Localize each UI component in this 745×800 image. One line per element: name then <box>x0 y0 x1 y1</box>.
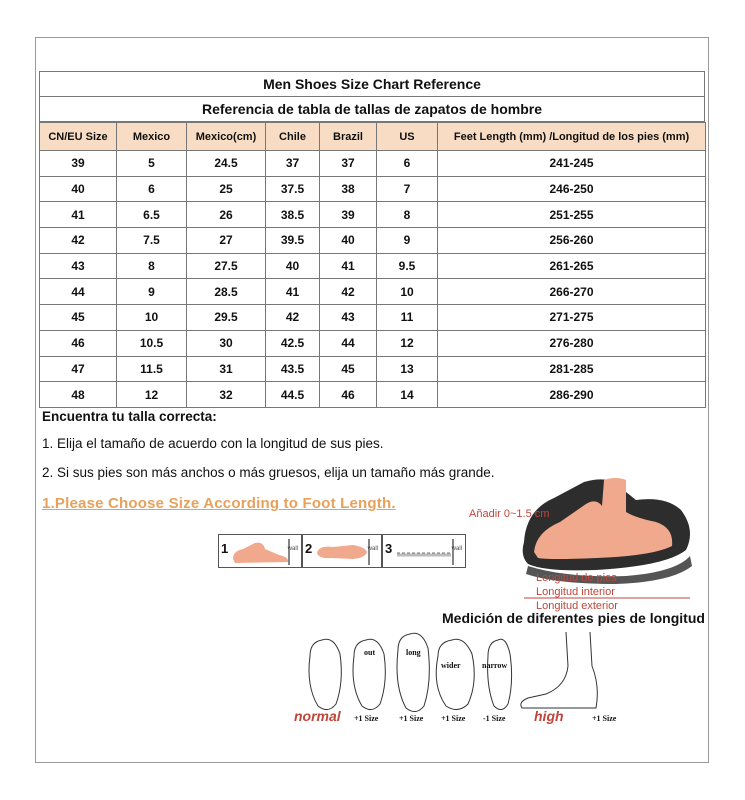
table-cell: 9 <box>117 279 187 305</box>
col-header-mexico: Mexico <box>117 123 187 151</box>
table-cell: 241-245 <box>438 151 706 177</box>
table-cell: 47 <box>40 356 117 382</box>
measure-step-1 <box>218 534 302 568</box>
table-cell: 8 <box>377 202 438 228</box>
col-header-mexico-cm: Mexico(cm) <box>187 123 266 151</box>
table-cell: 40 <box>266 253 320 279</box>
shoe-foot-length-label: Longitud de pies <box>536 572 617 584</box>
instruction-english: 1.Please Choose Size According to Foot Length. <box>42 495 396 512</box>
chart-title-spanish: Referencia de tabla de tallas de zapatos de hombre <box>39 96 705 122</box>
table-cell: 6 <box>117 176 187 202</box>
table-cell: 29.5 <box>187 305 266 331</box>
table-cell: 42 <box>40 228 117 254</box>
foot-narrow-outline <box>488 639 512 709</box>
size-chart-frame <box>35 37 709 763</box>
shoe-inner-length-label: Longitud interior <box>536 586 615 598</box>
instructions-heading: Encuentra tu talla correcta: <box>42 409 217 424</box>
table-cell: 40 <box>320 228 377 254</box>
table-cell: 11.5 <box>117 356 187 382</box>
table-cell: 6 <box>377 151 438 177</box>
table-cell: 46 <box>40 330 117 356</box>
foot-caption-long-size: +1 Size <box>399 714 424 723</box>
table-cell: 246-250 <box>438 176 706 202</box>
size-table <box>39 122 706 408</box>
shoe-outer-length-label: Longitud exterior <box>536 600 618 612</box>
table-cell: 42 <box>266 305 320 331</box>
table-cell: 251-255 <box>438 202 706 228</box>
foot-label-wider: wider <box>441 661 461 670</box>
table-cell: 271-275 <box>438 305 706 331</box>
ruler-icon <box>383 535 467 569</box>
table-cell: 10.5 <box>117 330 187 356</box>
table-cell: 30 <box>187 330 266 356</box>
table-cell: 48 <box>40 382 117 408</box>
table-row <box>40 279 706 305</box>
col-header-brazil: Brazil <box>320 123 377 151</box>
table-row <box>40 253 706 279</box>
table-cell: 32 <box>187 382 266 408</box>
table-cell: 12 <box>117 382 187 408</box>
table-cell: 8 <box>117 253 187 279</box>
table-cell: 39 <box>320 202 377 228</box>
step-number: 1 <box>221 541 229 556</box>
feet-measurement-title: Medición de diferentes pies de longitud <box>442 610 705 626</box>
table-cell: 37 <box>320 151 377 177</box>
table-cell: 40 <box>40 176 117 202</box>
table-cell: 286-290 <box>438 382 706 408</box>
table-row <box>40 305 706 331</box>
table-row <box>40 382 706 408</box>
table-cell: 42 <box>320 279 377 305</box>
foot-high-outline <box>521 632 597 708</box>
foot-caption-normal: normal <box>294 708 341 724</box>
table-cell: 26 <box>187 202 266 228</box>
table-header-row <box>40 123 706 151</box>
table-cell: 261-265 <box>438 253 706 279</box>
foot-caption-high-size: +1 Size <box>592 714 617 723</box>
table-cell: 9 <box>377 228 438 254</box>
table-cell: 37 <box>266 151 320 177</box>
table-cell: 45 <box>320 356 377 382</box>
foot-wider-outline <box>436 639 474 709</box>
wall-label: wall <box>287 546 298 552</box>
instruction-step-2: 2. Si sus pies son más anchos o más gruesos, elija un tamaño más grande. <box>42 465 495 480</box>
foot-top-icon <box>303 535 383 569</box>
table-cell: 39 <box>40 151 117 177</box>
wall-label: wall <box>367 546 378 552</box>
col-header-us: US <box>377 123 438 151</box>
table-row <box>40 176 706 202</box>
table-cell: 44 <box>40 279 117 305</box>
table-cell: 37.5 <box>266 176 320 202</box>
foot-caption-narrow-size: -1 Size <box>483 714 506 723</box>
table-cell: 39.5 <box>266 228 320 254</box>
step-number: 3 <box>385 541 393 556</box>
foot-long-outline <box>397 633 429 711</box>
table-cell: 11 <box>377 305 438 331</box>
table-row <box>40 202 706 228</box>
table-cell: 5 <box>117 151 187 177</box>
col-header-cn-eu: CN/EU Size <box>40 123 117 151</box>
measure-step-3 <box>382 534 466 568</box>
table-cell: 7 <box>377 176 438 202</box>
foot-caption-high: high <box>534 708 564 724</box>
foot-side-icon <box>219 535 303 569</box>
table-cell: 27.5 <box>187 253 266 279</box>
table-cell: 43.5 <box>266 356 320 382</box>
table-cell: 25 <box>187 176 266 202</box>
shoe-add-label: Añadir 0~1.5 cm <box>469 508 550 520</box>
table-cell: 7.5 <box>117 228 187 254</box>
table-cell: 43 <box>320 305 377 331</box>
table-row <box>40 151 706 177</box>
measure-step-2 <box>302 534 382 568</box>
table-cell: 6.5 <box>117 202 187 228</box>
col-header-chile: Chile <box>266 123 320 151</box>
table-cell: 266-270 <box>438 279 706 305</box>
table-body <box>40 151 706 408</box>
table-cell: 12 <box>377 330 438 356</box>
foot-label-out: out <box>364 648 376 657</box>
table-cell: 28.5 <box>187 279 266 305</box>
table-cell: 44 <box>320 330 377 356</box>
table-cell: 9.5 <box>377 253 438 279</box>
table-cell: 42.5 <box>266 330 320 356</box>
wall-label: wall <box>451 546 462 552</box>
table-row <box>40 228 706 254</box>
table-cell: 10 <box>117 305 187 331</box>
table-cell: 14 <box>377 382 438 408</box>
table-cell: 45 <box>40 305 117 331</box>
foot-label-narrow: narrow <box>482 661 508 670</box>
table-cell: 10 <box>377 279 438 305</box>
foot-caption-wider-size: +1 Size <box>441 714 466 723</box>
table-cell: 38.5 <box>266 202 320 228</box>
table-cell: 38 <box>320 176 377 202</box>
table-row <box>40 356 706 382</box>
col-header-feet-length: Feet Length (mm) /Longitud de los pies (mm) <box>438 123 706 151</box>
table-cell: 44.5 <box>266 382 320 408</box>
step-number: 2 <box>305 541 313 556</box>
table-cell: 24.5 <box>187 151 266 177</box>
table-cell: 46 <box>320 382 377 408</box>
table-cell: 256-260 <box>438 228 706 254</box>
table-cell: 43 <box>40 253 117 279</box>
feet-outlines <box>296 626 716 718</box>
chart-title-english: Men Shoes Size Chart Reference <box>39 71 705 97</box>
table-cell: 41 <box>266 279 320 305</box>
table-cell: 281-285 <box>438 356 706 382</box>
foot-caption-out-size: +1 Size <box>354 714 379 723</box>
table-cell: 27 <box>187 228 266 254</box>
table-cell: 41 <box>320 253 377 279</box>
table-row <box>40 330 706 356</box>
instruction-step-1: 1. Elija el tamaño de acuerdo con la longitud de sus pies. <box>42 436 384 451</box>
table-cell: 41 <box>40 202 117 228</box>
foot-normal-outline <box>309 639 341 709</box>
foot-label-long: long <box>406 648 421 657</box>
table-cell: 276-280 <box>438 330 706 356</box>
table-cell: 31 <box>187 356 266 382</box>
table-cell: 13 <box>377 356 438 382</box>
